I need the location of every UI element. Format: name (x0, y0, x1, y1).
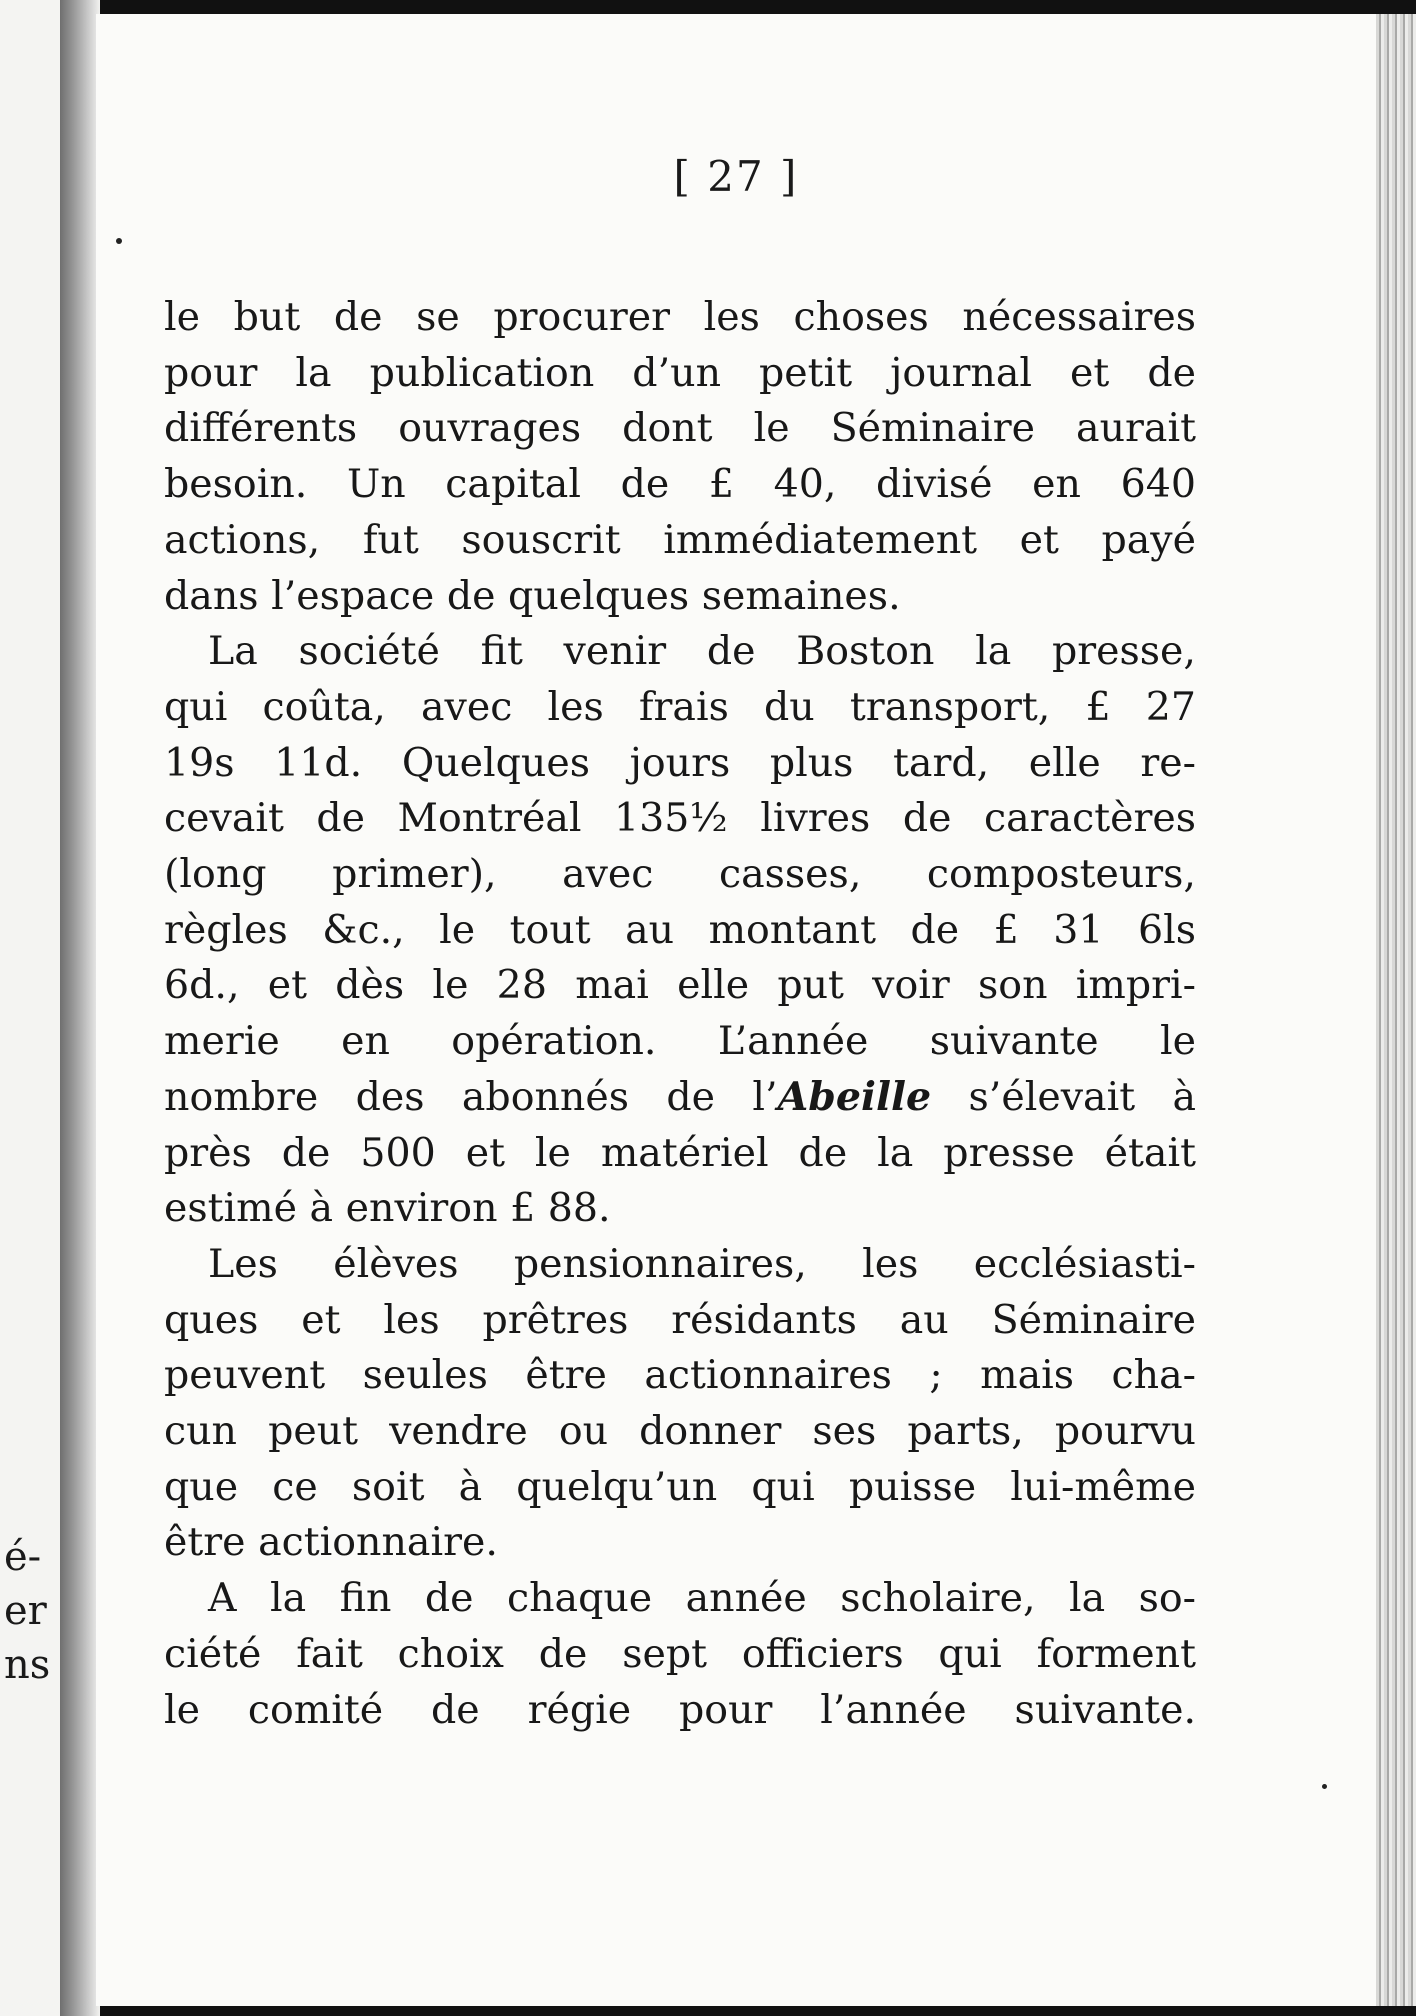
text-line: règles &c., le tout au montant de £ 31 6ls (164, 906, 1196, 953)
text-line: près de 500 et le matériel de la presse était (164, 1129, 1196, 1176)
text-line: peuvent seules être actionnaires ; mais cha- (164, 1352, 1196, 1399)
text-line: nombre des abonnés de l’Abeille s’élevait à (164, 1073, 1196, 1120)
paragraph (164, 1571, 1196, 1738)
text-line: le but de se procurer les choses nécessaires (164, 294, 1196, 340)
text-line: merie en opération. L’année suivante le (164, 1018, 1196, 1065)
ink-speck (1322, 1784, 1327, 1789)
previous-page-fragment: er (4, 1588, 47, 1634)
text-line: qui coûta, avec les frais du transport, £ 27 (164, 683, 1196, 730)
text-line: que ce soit à quelqu’un qui puisse lui-même (164, 1463, 1196, 1510)
text-line: actions, fut souscrit immédiatement et payé (164, 516, 1196, 563)
text-line: (long primer), avec casses, composteurs, (164, 851, 1196, 898)
text-line: A la fin de chaque année scholaire, la so- (208, 1575, 1196, 1622)
text-line: cun peut vendre ou donner ses parts, pourvu (164, 1408, 1196, 1455)
previous-page-fragment: é- (4, 1534, 42, 1580)
text-line: 6d., et dès le 28 mai elle put voir son impri- (164, 962, 1196, 1009)
newspaper-title: Abeille (777, 1073, 932, 1120)
text-line: La société fit venir de Boston la presse, (208, 628, 1196, 675)
book-page (96, 14, 1376, 2006)
text-line: cevait de Montréal 135½ livres de caractères (164, 795, 1196, 842)
text-line: dans l’espace de quelques semaines. (164, 572, 901, 619)
paragraph (164, 624, 1196, 1237)
page-stack-edge (1376, 14, 1416, 2006)
paragraph (164, 1237, 1196, 1571)
body-text (164, 290, 1196, 1738)
page-number: [ 27 ] (673, 152, 799, 201)
text-line: être actionnaire. (164, 1519, 498, 1566)
text-line: pour la publication d’un petit journal et de (164, 349, 1196, 396)
book-gutter-shadow (60, 0, 100, 2016)
text-line: estimé à environ £ 88. (164, 1185, 611, 1232)
text-line: 19s 11d. Quelques jours plus tard, elle re- (164, 739, 1196, 786)
text-line: ciété fait choix de sept officiers qui forment (164, 1630, 1196, 1677)
text-line: ques et les prêtres résidants au Séminaire (164, 1296, 1196, 1343)
text-line: Les élèves pensionnaires, les ecclésiasti- (208, 1240, 1196, 1287)
previous-page-text-fragments (4, 1530, 50, 1692)
text-line: le comité de régie pour l’année suivante. (164, 1686, 1196, 1733)
text-line: besoin. Un capital de £ 40, divisé en 640 (164, 461, 1196, 508)
text-line: différents ouvrages dont le Séminaire aurait (164, 405, 1196, 452)
paragraph (164, 290, 1196, 624)
previous-page-edge (0, 0, 66, 2016)
ink-speck (116, 238, 122, 244)
previous-page-fragment: ns (4, 1642, 51, 1688)
